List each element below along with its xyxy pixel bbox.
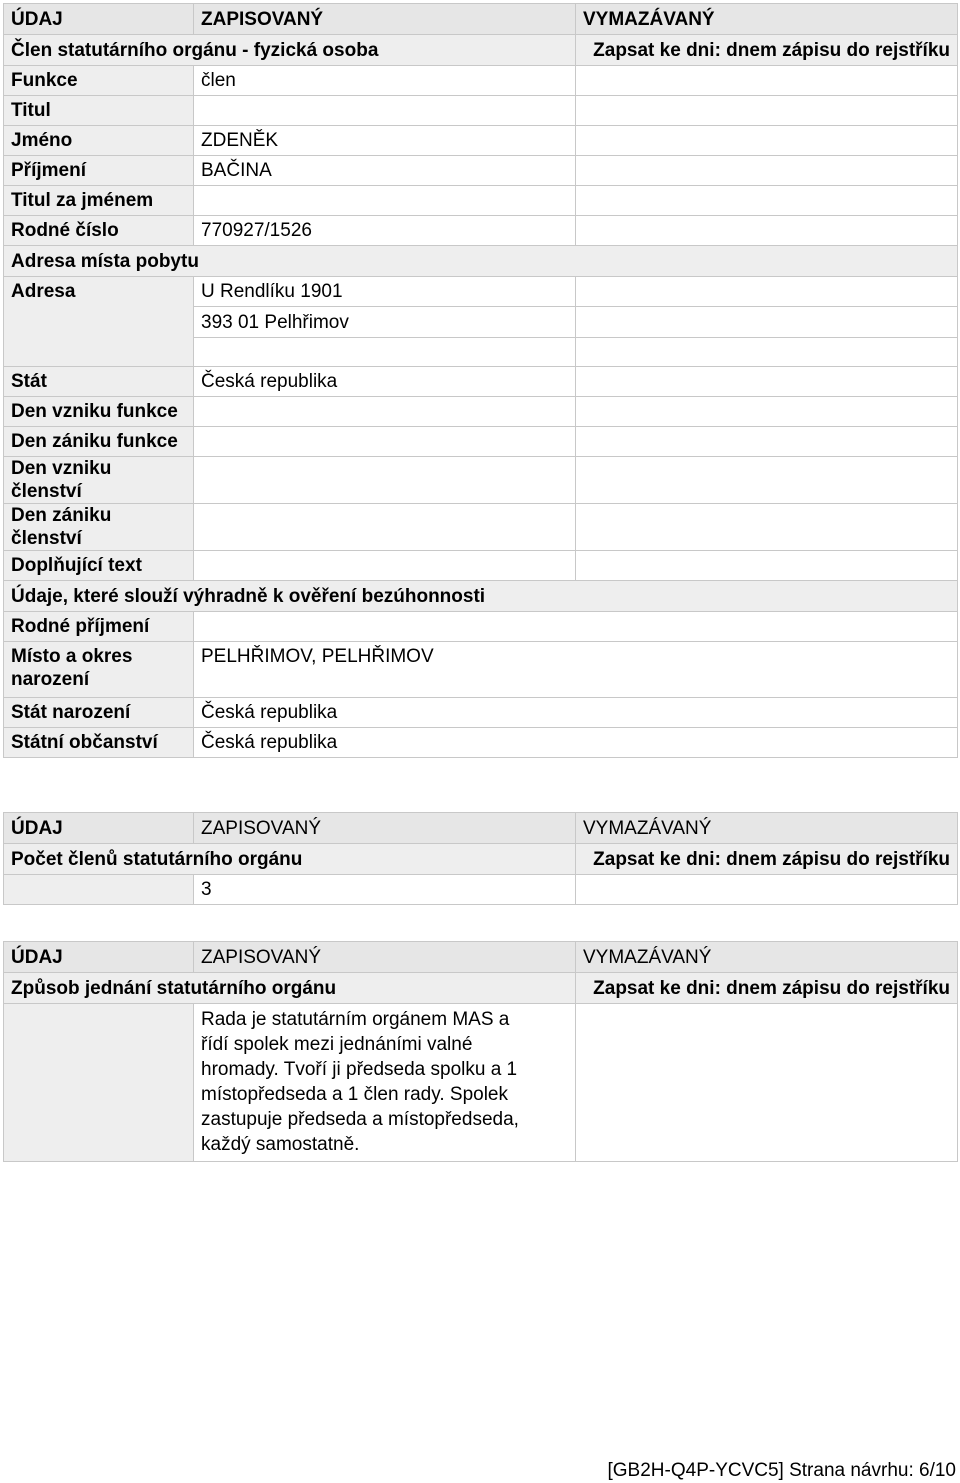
text-line: každý samostatně. xyxy=(201,1134,360,1155)
text-line: místopředseda a 1 člen rady. Spolek xyxy=(201,1084,508,1105)
row-deleted xyxy=(576,427,958,457)
row-value xyxy=(194,504,576,551)
row-deleted xyxy=(576,216,958,246)
row-deleted xyxy=(576,338,958,367)
row-deleted xyxy=(576,186,958,216)
header-zapisovany: ZAPISOVANÝ xyxy=(194,942,576,973)
table-header-row xyxy=(4,4,958,35)
row-value xyxy=(194,427,576,457)
table-row xyxy=(4,277,958,307)
table-row xyxy=(4,66,958,96)
row-deleted xyxy=(576,875,958,905)
table-row xyxy=(4,1004,958,1162)
row-label: Adresa xyxy=(4,277,194,367)
row-deleted xyxy=(576,277,958,307)
row-label: Místo a okres narození xyxy=(4,642,194,698)
row-label: Funkce xyxy=(4,66,194,96)
row-label: Jméno xyxy=(4,126,194,156)
address-line-2: 393 01 Pelhřimov xyxy=(194,307,576,338)
row-deleted xyxy=(576,457,958,504)
row-label: Stát xyxy=(4,367,194,397)
subsection-row xyxy=(4,246,958,277)
header-vymazavany: VYMAZÁVANÝ xyxy=(576,4,958,35)
subsection-row xyxy=(4,581,958,612)
table-row xyxy=(4,427,958,457)
table-row xyxy=(4,397,958,427)
row-deleted xyxy=(576,156,958,186)
table-row xyxy=(4,186,958,216)
table-row xyxy=(4,551,958,581)
table-row xyxy=(4,156,958,186)
row-deleted xyxy=(576,96,958,126)
address-line-3 xyxy=(194,338,576,367)
header-zapisovany: ZAPISOVANÝ xyxy=(194,813,576,844)
section-row xyxy=(4,844,958,875)
row-value: Česká republika xyxy=(194,698,958,728)
section-title: Způsob jednání statutárního orgánu xyxy=(4,973,576,1004)
table-row xyxy=(4,216,958,246)
subsection-title: Údaje, které slouží výhradně k ověření bezúhonnosti xyxy=(4,581,958,612)
row-label: Stát narození xyxy=(4,698,194,728)
row-deleted xyxy=(576,1004,958,1162)
table-row xyxy=(4,126,958,156)
row-value xyxy=(194,186,576,216)
row-label: Den zániku funkce xyxy=(4,427,194,457)
row-value: 770927/1526 xyxy=(194,216,576,246)
row-label: Příjmení xyxy=(4,156,194,186)
row-value xyxy=(194,397,576,427)
header-udaj: ÚDAJ xyxy=(4,813,194,844)
table-row xyxy=(4,457,958,504)
row-value xyxy=(194,457,576,504)
row-deleted xyxy=(576,397,958,427)
row-value xyxy=(194,96,576,126)
row-value: BAČINA xyxy=(194,156,576,186)
row-label xyxy=(4,1004,194,1162)
row-value: PELHŘIMOV, PELHŘIMOV xyxy=(194,642,958,698)
acting-method-table xyxy=(3,941,958,1162)
subsection-title: Adresa místa pobytu xyxy=(4,246,958,277)
text-line: hromady. Tvoří ji předseda spolku a 1 xyxy=(201,1059,518,1080)
table-row xyxy=(4,698,958,728)
row-label: Státní občanství xyxy=(4,728,194,758)
page-footer: [GB2H-Q4P-YCVC5] Strana návrhu: 6/10 xyxy=(607,1460,956,1481)
table-row xyxy=(4,875,958,905)
section-row xyxy=(4,973,958,1004)
row-label: Titul xyxy=(4,96,194,126)
row-value xyxy=(194,551,576,581)
section-zapsat: Zapsat ke dni: dnem zápisu do rejstříku xyxy=(576,973,958,1004)
section-zapsat: Zapsat ke dni: dnem zápisu do rejstříku xyxy=(576,35,958,66)
section-title: Počet členů statutárního orgánu xyxy=(4,844,576,875)
header-vymazavany: VYMAZÁVANÝ xyxy=(576,942,958,973)
row-label xyxy=(4,875,194,905)
row-deleted xyxy=(576,307,958,338)
table-row xyxy=(4,96,958,126)
table-row xyxy=(4,504,958,551)
row-label: Den zániku členství xyxy=(4,504,194,551)
row-value xyxy=(194,612,958,642)
header-udaj: ÚDAJ xyxy=(4,4,194,35)
section-title: Člen statutárního orgánu - fyzická osoba xyxy=(4,35,576,66)
statutory-member-table xyxy=(3,3,958,758)
table-row xyxy=(4,642,958,698)
text-line: Rada je statutárním orgánem MAS a xyxy=(201,1009,510,1030)
row-deleted xyxy=(576,367,958,397)
row-deleted xyxy=(576,504,958,551)
member-count-value: 3 xyxy=(194,875,576,905)
row-value: ZDENĚK xyxy=(194,126,576,156)
section-zapsat: Zapsat ke dni: dnem zápisu do rejstříku xyxy=(576,844,958,875)
table-header-row xyxy=(4,813,958,844)
text-line: zastupuje předseda a místopředseda, xyxy=(201,1109,519,1130)
header-udaj: ÚDAJ xyxy=(4,942,194,973)
section-row xyxy=(4,35,958,66)
table-row xyxy=(4,728,958,758)
table-row xyxy=(4,367,958,397)
row-deleted xyxy=(576,551,958,581)
header-zapisovany: ZAPISOVANÝ xyxy=(194,4,576,35)
row-label: Doplňující text xyxy=(4,551,194,581)
row-label: Den vzniku funkce xyxy=(4,397,194,427)
row-label: Den vzniku členství xyxy=(4,457,194,504)
row-label: Rodné číslo xyxy=(4,216,194,246)
table-row xyxy=(4,612,958,642)
member-count-table xyxy=(3,812,958,905)
text-line: řídí spolek mezi jednáními valné xyxy=(201,1034,473,1055)
acting-method-text xyxy=(194,1004,576,1162)
row-value: Česká republika xyxy=(194,367,576,397)
address-line-1: U Rendlíku 1901 xyxy=(194,277,576,307)
row-deleted xyxy=(576,66,958,96)
table-header-row xyxy=(4,942,958,973)
row-deleted xyxy=(576,126,958,156)
header-vymazavany: VYMAZÁVANÝ xyxy=(576,813,958,844)
row-value: člen xyxy=(194,66,576,96)
row-value: Česká republika xyxy=(194,728,958,758)
row-label: Titul za jménem xyxy=(4,186,194,216)
row-label: Rodné příjmení xyxy=(4,612,194,642)
